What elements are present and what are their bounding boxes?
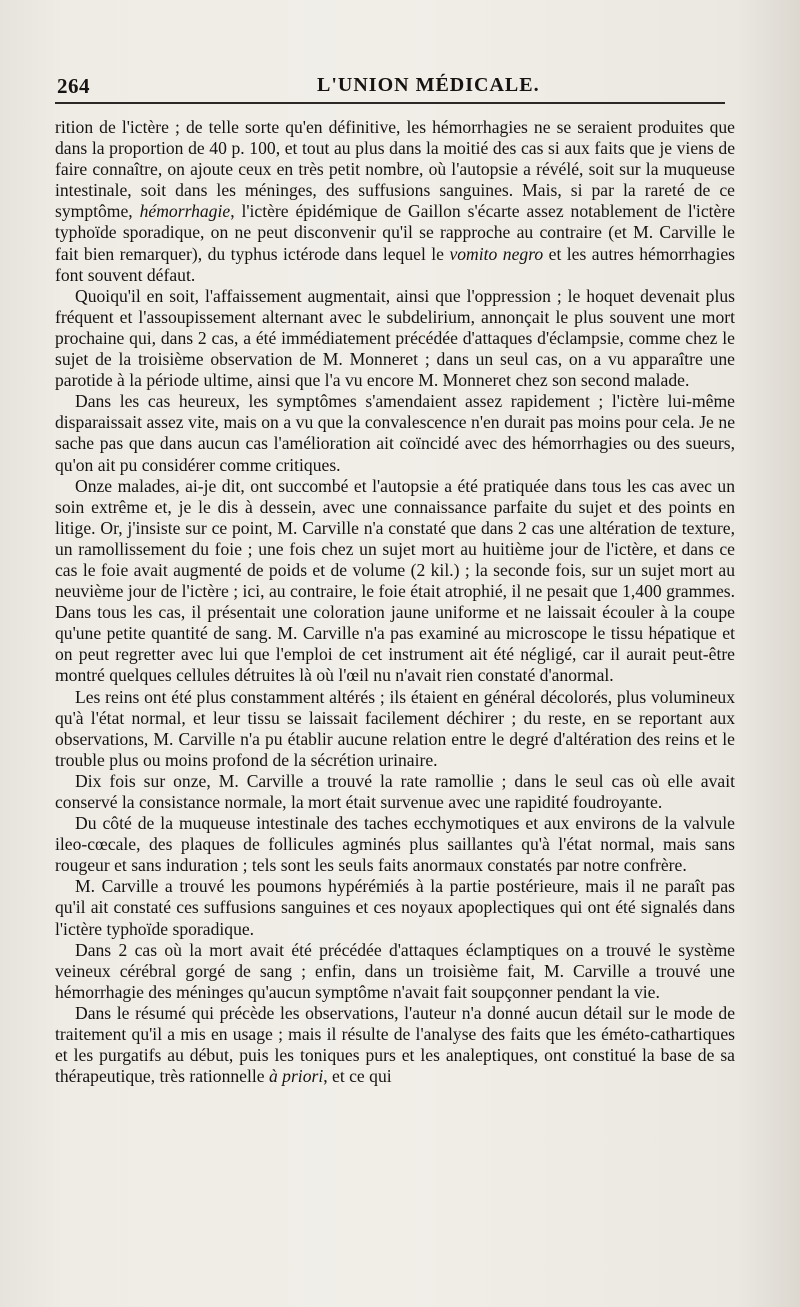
- paragraph: Quoiqu'il en soit, l'affaissement augmentait, ainsi que l'oppression ; le hoquet devenait plus fréquent et l'assoupissement alternant avec le subdelirium, annonçait le plus souvent une mort prochaine qui, dans 2 cas, a été immédiatement précédée d'attaques d'éclampsie, comme chez le sujet de la troisième observation de M. Monneret ; dans un seul cas, on a vu apparaître une parotide à la période ultime, ainsi que l'a vu encore M. Monneret chez son second malade.: [55, 285, 735, 391]
- paragraph: M. Carville a trouvé les poumons hypérémiés à la partie postérieure, mais il ne paraît pas qu'il ait constaté ces suffusions sanguines et ces noyaux apoplectiques qui ont été signalés dans l'ictère typhoïde sporadique.: [55, 876, 735, 939]
- text-run: Dans le résumé qui précède les observations, l'auteur n'a donné aucun détail sur le mode de traitement qu'il a mis en usage ; mais il résulte de l'analyse des faits que les éméto-cathartiques et les purgatifs au début, puis les toniques purs et les analeptiques, ont constitué la base de sa thérapeutique, très rationnelle: [55, 1002, 735, 1087]
- italic-term: à priori: [268, 1066, 324, 1087]
- paragraph: Dix fois sur onze, M. Carville a trouvé la rate ramollie ; dans le seul cas où elle avait conservé la consistance normale, la mort était survenue avec une rapidité foudroyante.: [55, 770, 735, 812]
- page-number: 264: [57, 74, 90, 98]
- paragraph: [55, 1003, 735, 1087]
- text-run: , l'ictère épidémique de Gaillon s'écarte assez notablement de l'ictère typhoïde sporadique, on ne peut disconvenir qu'il se rapproche au contraire (et M. Carville le fait bien remarquer), du typhus ictérode dans lequel le: [55, 201, 735, 264]
- text-run: , et ce qui: [323, 1066, 392, 1087]
- paragraph: Dans les cas heureux, les symptômes s'amendaient assez rapidement ; l'ictère lui-même disparaissait assez vite, mais on a vu que la convalescence n'en durait pas moins pour cela. Je ne sache pas que dans aucun cas l'amélioration ait coïncidé avec des hémorrhagies ou des sueurs, qu'on ait pu considérer comme critiques.: [55, 391, 735, 475]
- text-run: et les autres hémorrhagies font souvent défaut.: [55, 243, 735, 285]
- journal-title: L'UNION MÉDICALE.: [317, 74, 540, 96]
- paragraph: Du côté de la muqueuse intestinale des taches ecchymotiques et aux environs de la valvule ileo-cœcale, des plaques de follicules agminés plus saillantes qu'à l'état normal, mais sans rougeur et sans induration ; tels sont les seuls faits anormaux constatés par notre confrère.: [55, 813, 735, 876]
- running-head: [57, 70, 737, 100]
- paragraph: Onze malades, ai-je dit, ont succombé et l'autopsie a été pratiquée dans tous les cas avec un soin extrême et, je le dis à dessein, avec une connaissance parfaite du sujet et des points en litige. Or, j'insiste sur ce point, M. Carville n'a constaté que dans 2 cas une altération de texture, un ramollissement du foie ; une fois chez un sujet mort au huitième jour de l'ictère, et dans ce cas le foie avait augmenté de poids et de volume (2 kil.) ; la seconde fois, sur un sujet mort au neuvième jour de l'ictère ; ici, au contraire, le foie était atrophié, il ne pesait que 1,400 grammes. Dans tous les cas, il présentait une coloration jaune uniforme et ne laissait écouler à la coupe qu'une petite quantité de sang. M. Carville n'a pas examiné au microscope le tissu hépatique et on peut regretter avec lui que l'emploi de cet instrument ait été négligé, car il aurait peut-être montré quelques cellules détruites là où l'œil nu n'avait rien constaté d'anormal.: [55, 475, 735, 686]
- paragraph: Les reins ont été plus constamment altérés ; ils étaient en général décolorés, plus volumineux qu'à l'état normal, et leur tissu se laissait facilement déchirer ; du reste, en se reportant aux observations, M. Carville n'a pu établir aucune relation entre le degré d'altération des reins et le trouble plus ou moins profond de la sécrétion urinaire.: [55, 686, 735, 770]
- italic-term: hémorrhagie: [139, 201, 231, 222]
- paragraph-continued: [55, 117, 735, 286]
- italic-term: vomito negro: [449, 243, 544, 264]
- text-run: rition de l'ictère ; de telle sorte qu'en définitive, les hémorrhagies ne se seraient produites que dans la proportion de 40 p. 100, et tout au plus dans la moitié des cas si aux faits que je viens de faire connaître, on ajoute ceux en très petit nombre, où l'autopsie a révélé, soit sur la muqueuse intestinale, soit dans les méninges, des suffusions sanguines. Mais, si par la rareté de ce symptôme,: [55, 117, 735, 222]
- paragraph: Dans 2 cas où la mort avait été précédée d'attaques éclamptiques on a trouvé le système veineux cérébral gorgé de sang ; enfin, dans un troisième fait, M. Carville a trouvé une hémorrhagie des méninges qu'aucun symptôme n'avait fait soupçonner pendant la vie.: [55, 939, 735, 1002]
- body-text: [55, 117, 735, 1087]
- header-rule: [55, 102, 725, 104]
